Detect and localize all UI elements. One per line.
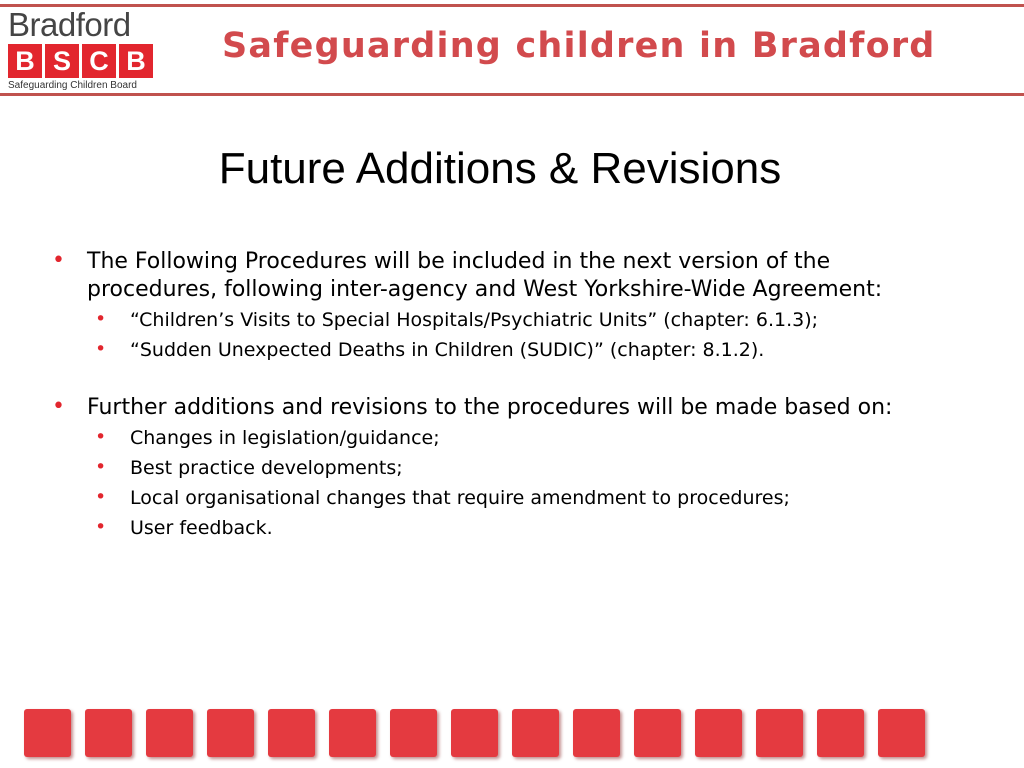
logo-word: Bradford	[8, 6, 131, 43]
sub-bullet-text: Changes in legislation/guidance;	[130, 427, 440, 449]
footer-block	[695, 709, 742, 757]
bullet-dot-icon: •	[52, 394, 65, 419]
sub-bullet-item	[95, 516, 950, 540]
footer-block	[573, 709, 620, 757]
bullet-group-2	[50, 394, 950, 540]
bullet-item	[50, 248, 950, 304]
sub-bullet-item	[95, 486, 950, 510]
logo-letter-s: S	[45, 44, 79, 78]
header-banner	[0, 0, 1024, 98]
footer-block	[85, 709, 132, 757]
footer-block	[634, 709, 681, 757]
footer-block	[756, 709, 803, 757]
bullet-text: Further additions and revisions to the procedures will be made based on:	[87, 395, 893, 420]
sub-bullet-item	[95, 308, 950, 332]
bullet-item	[50, 394, 950, 422]
footer-block	[329, 709, 376, 757]
sub-bullet-text: “Children’s Visits to Special Hospitals/Psychiatric Units” (chapter: 6.1.3);	[130, 309, 819, 331]
footer-block	[451, 709, 498, 757]
footer-block	[268, 709, 315, 757]
footer-block	[390, 709, 437, 757]
sub-bullet-text: “Sudden Unexpected Deaths in Children (SUDIC)” (chapter: 8.1.2).	[130, 339, 765, 361]
footer-block	[512, 709, 559, 757]
bullet-group-1	[50, 248, 950, 362]
sub-bullet-dot-icon: •	[95, 308, 107, 330]
sub-bullet-dot-icon: •	[95, 456, 107, 478]
sub-bullet-text: Local organisational changes that require amendment to procedures;	[130, 487, 790, 509]
sub-bullet-dot-icon: •	[95, 338, 107, 360]
logo-letter-b2: B	[119, 44, 153, 78]
sub-bullet-dot-icon: •	[95, 426, 107, 448]
sub-bullet-dot-icon: •	[95, 486, 107, 508]
sub-bullet-item	[95, 338, 950, 362]
footer-block	[24, 709, 71, 757]
bullet-text: The Following Procedures will be included in the next version of the procedures, following inter-agency and West Yorkshire-Wide Agreement:	[87, 249, 883, 302]
sub-bullet-dot-icon: •	[95, 516, 107, 538]
slide-content	[50, 248, 950, 546]
logo-letter-b: B	[8, 44, 42, 78]
sub-bullet-item	[95, 426, 950, 450]
logo-letter-c: C	[82, 44, 116, 78]
footer-block	[207, 709, 254, 757]
bscb-logo	[6, 6, 156, 91]
sub-bullet-list	[50, 308, 950, 362]
footer-block	[878, 709, 925, 757]
sub-bullet-item	[95, 456, 950, 480]
header-bottom-rule	[0, 93, 1024, 96]
logo-subtitle: Safeguarding Children Board	[8, 80, 137, 91]
footer-block	[146, 709, 193, 757]
sub-bullet-list	[50, 426, 950, 540]
bullet-dot-icon: •	[52, 248, 65, 273]
footer-block	[817, 709, 864, 757]
slide-title: Future Additions & Revisions	[218, 144, 782, 193]
sub-bullet-text: Best practice developments;	[130, 457, 403, 479]
footer-decoration	[24, 709, 1004, 759]
banner-title: Safeguarding children in Bradford	[222, 26, 936, 66]
header-top-rule	[0, 4, 1024, 7]
logo-letters	[8, 44, 153, 80]
sub-bullet-text: User feedback.	[130, 517, 273, 539]
